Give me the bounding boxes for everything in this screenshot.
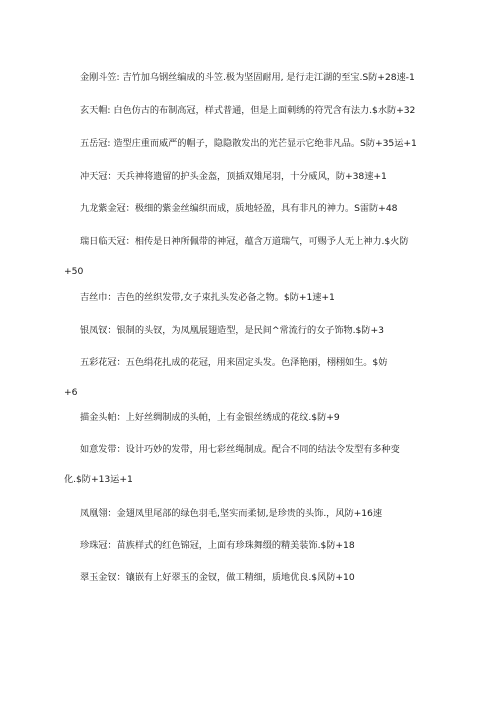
item-text: 五彩花冠：五色绢花扎成的花冠，用来固定头发。色泽艳丽，栩栩如生。$妨 (80, 357, 388, 368)
item-entry (80, 105, 440, 117)
item-entry (80, 292, 440, 304)
item-text: 九龙紫金冠：极细的紫金丝编织而成，质地轻盈，具有非凡的神力。S雷防+48 (80, 203, 398, 214)
item-entry (64, 444, 440, 486)
item-entry (80, 203, 440, 215)
item-text: 玄天帽: 白色仿古的布制高冠，样式普通，但是上面刺绣的符咒含有法力.$水防+32 (80, 105, 416, 116)
item-entry (80, 171, 440, 183)
item-entry (80, 412, 440, 424)
item-entry (64, 357, 440, 399)
item-text: 瑞日临天冠：相传是日神所佩带的神冠，蕴含万道瑞气，可赐予人无上神力.$火防 (80, 236, 409, 247)
item-text: 金刚斗笠: 吉竹加乌钢丝编成的斗笠.极为坚固耐用, 是行走江湖的至宝.S防+28速-1 (80, 72, 415, 83)
item-text: 凤凰翎：金翅凤里尾部的绿色羽毛,坚实而柔韧,是珍贵的头饰.，风防+16速 (80, 508, 382, 519)
item-entry (80, 508, 440, 520)
item-text: 银凤钗：银制的头钗，为凤凰展翅造型，是民间^常流行的女子饰物.$防+3 (80, 325, 384, 336)
item-entry (80, 540, 440, 552)
item-text: 吉丝巾：吉色的丝织发带,女子束扎头发必备之物。$防+1速+1 (80, 292, 335, 303)
item-entry (80, 72, 440, 84)
item-entry (64, 236, 440, 278)
item-entry (80, 572, 440, 584)
item-entry (80, 138, 440, 150)
item-text: 描金头帕：上好丝绸制成的头帕，上有金银丝绣成的花纹.$防+9 (80, 412, 340, 423)
item-entry (80, 325, 440, 337)
item-text: 珍珠冠：苗族样式的红色锦冠，上面有珍珠舞缀的精美装饰.$防+18 (80, 540, 355, 551)
item-text-continued: +6 (64, 387, 78, 398)
item-text: 如意发带：设计巧妙的发带，用七彩丝绳制成。配合不同的结法令发型有多种变 (80, 444, 400, 455)
item-text: 翠玉金钗：镶嵌有上好翠玉的金钗，做工精细，质地优良.$风防+10 (80, 572, 355, 583)
item-text: 冲天冠：天兵神将遗留的护头金盔，顶插双雉尾羽，十分威风，防+38速+1 (80, 171, 387, 182)
item-text-continued: +50 (64, 266, 84, 277)
item-text-continued: 化.$防+13运+1 (64, 474, 133, 485)
item-text: 五岳冠: 造型庄重而威严的帽子，隐隐散发出的光芒显示它绝非凡品。S防+35运+1 (80, 138, 417, 149)
